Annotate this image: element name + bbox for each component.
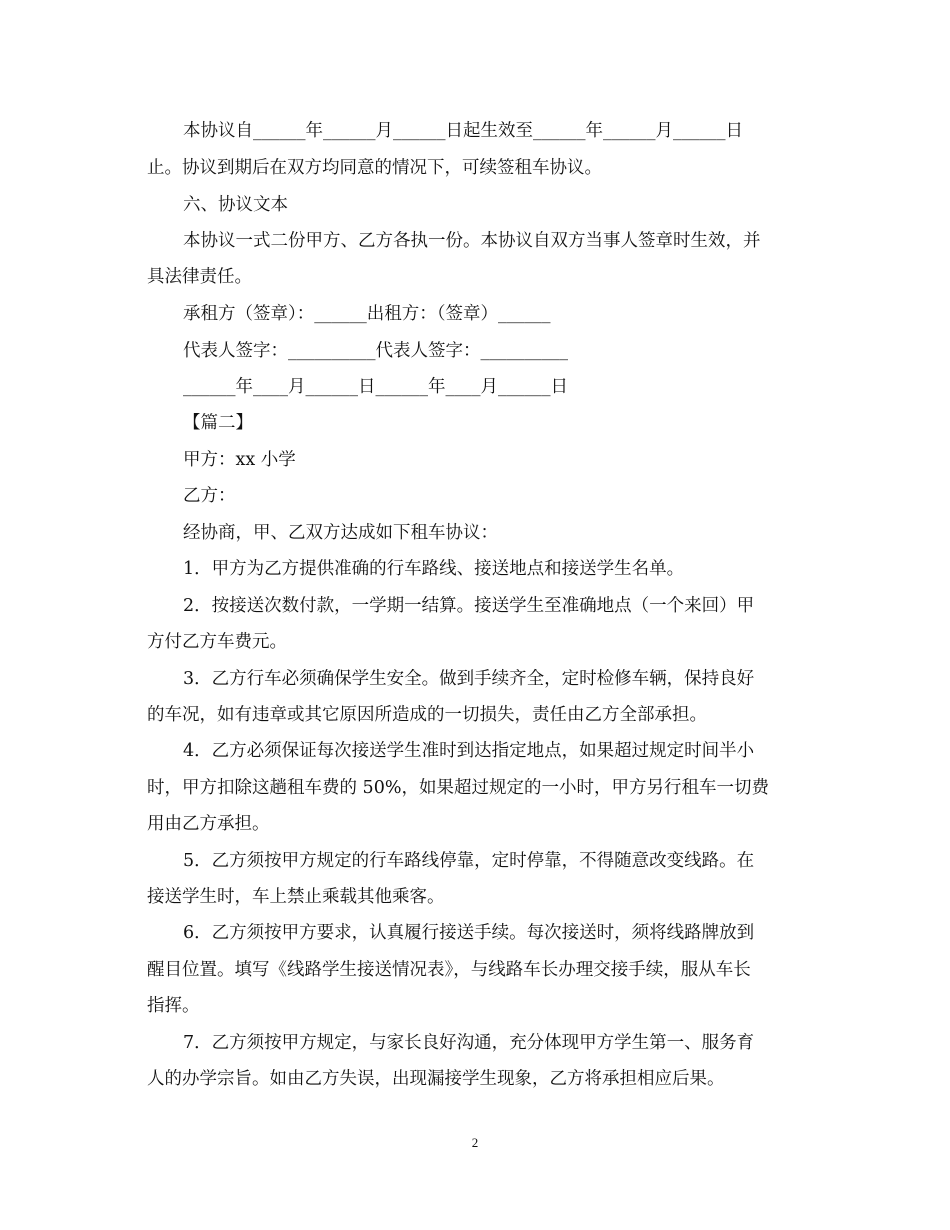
clause-line: 2．按接送次数付款，一学期一结算。接送学生至准确地点（一个来回）甲 bbox=[183, 596, 755, 616]
clause-line: 3．乙方行车必须确保学生安全。做到手续齐全，定时检修车辆，保持良好 bbox=[183, 669, 755, 689]
clause-line: 用由乙方承担。 bbox=[147, 814, 270, 834]
text-line: 止。协议到期后在双方均同意的情况下，可续签租车协议。 bbox=[147, 158, 602, 178]
clause-line: 指挥。 bbox=[147, 996, 200, 1016]
clause-line: 5．乙方须按甲方规定的行车路线停靠，定时停靠，不得随意改变线路。在 bbox=[183, 851, 755, 871]
clause-line: 1．甲方为乙方提供准确的行车路线、接送地点和接送学生名单。 bbox=[183, 559, 685, 579]
page-number: 2 bbox=[471, 1135, 479, 1150]
text-line: 具法律责任。 bbox=[147, 267, 252, 287]
clause-line: 6．乙方须按甲方要求，认真履行接送手续。每次接送时，须将线路牌放到 bbox=[183, 923, 755, 943]
signature-line: 代表人签字：__________代表人签字：__________ bbox=[183, 341, 568, 361]
party-a-line: 甲方：xx 小学 bbox=[183, 450, 296, 470]
section-heading: 六、协议文本 bbox=[183, 195, 288, 215]
text-line: 本协议一式二份甲方、乙方各执一份。本协议自双方当事人签章时生效，并 bbox=[183, 231, 761, 251]
text-line: 经协商，甲、乙双方达成如下租车协议： bbox=[183, 523, 498, 543]
party-b-line: 乙方： bbox=[183, 486, 236, 506]
clause-line: 4．乙方必须保证每次接送学生准时到达指定地点，如果超过规定时间半小 bbox=[183, 741, 755, 761]
date-line: ______年____月______日______年____月______日 bbox=[183, 377, 568, 397]
text-line: 本协议自______年______月______日起生效至______年______月______日 bbox=[183, 121, 743, 141]
clause-line: 醒目位置。填写《线路学生接送情况表》，与线路车长办理交接手续，服从车长 bbox=[147, 960, 751, 980]
clause-line: 接送学生时，车上禁止乘载其他乘客。 bbox=[147, 887, 445, 907]
clause-line: 时，甲方扣除这趟租车费的 50%，如果超过规定的一小时，甲方另行租车一切费 bbox=[147, 778, 769, 798]
clause-line: 的车况，如有违章或其它原因所造成的一切损失，责任由乙方全部承担。 bbox=[147, 705, 707, 725]
clause-line: 方付乙方车费元。 bbox=[147, 632, 287, 652]
section-heading: 【篇二】 bbox=[183, 413, 253, 433]
clause-line: 人的办学宗旨。如由乙方失误，出现漏接学生现象，乙方将承担相应后果。 bbox=[147, 1069, 725, 1089]
signature-line: 承租方（签章）：______出租方：（签章）______ bbox=[183, 304, 551, 324]
clause-line: 7．乙方须按甲方规定，与家长良好沟通，充分体现甲方学生第一、服务育 bbox=[183, 1033, 755, 1053]
